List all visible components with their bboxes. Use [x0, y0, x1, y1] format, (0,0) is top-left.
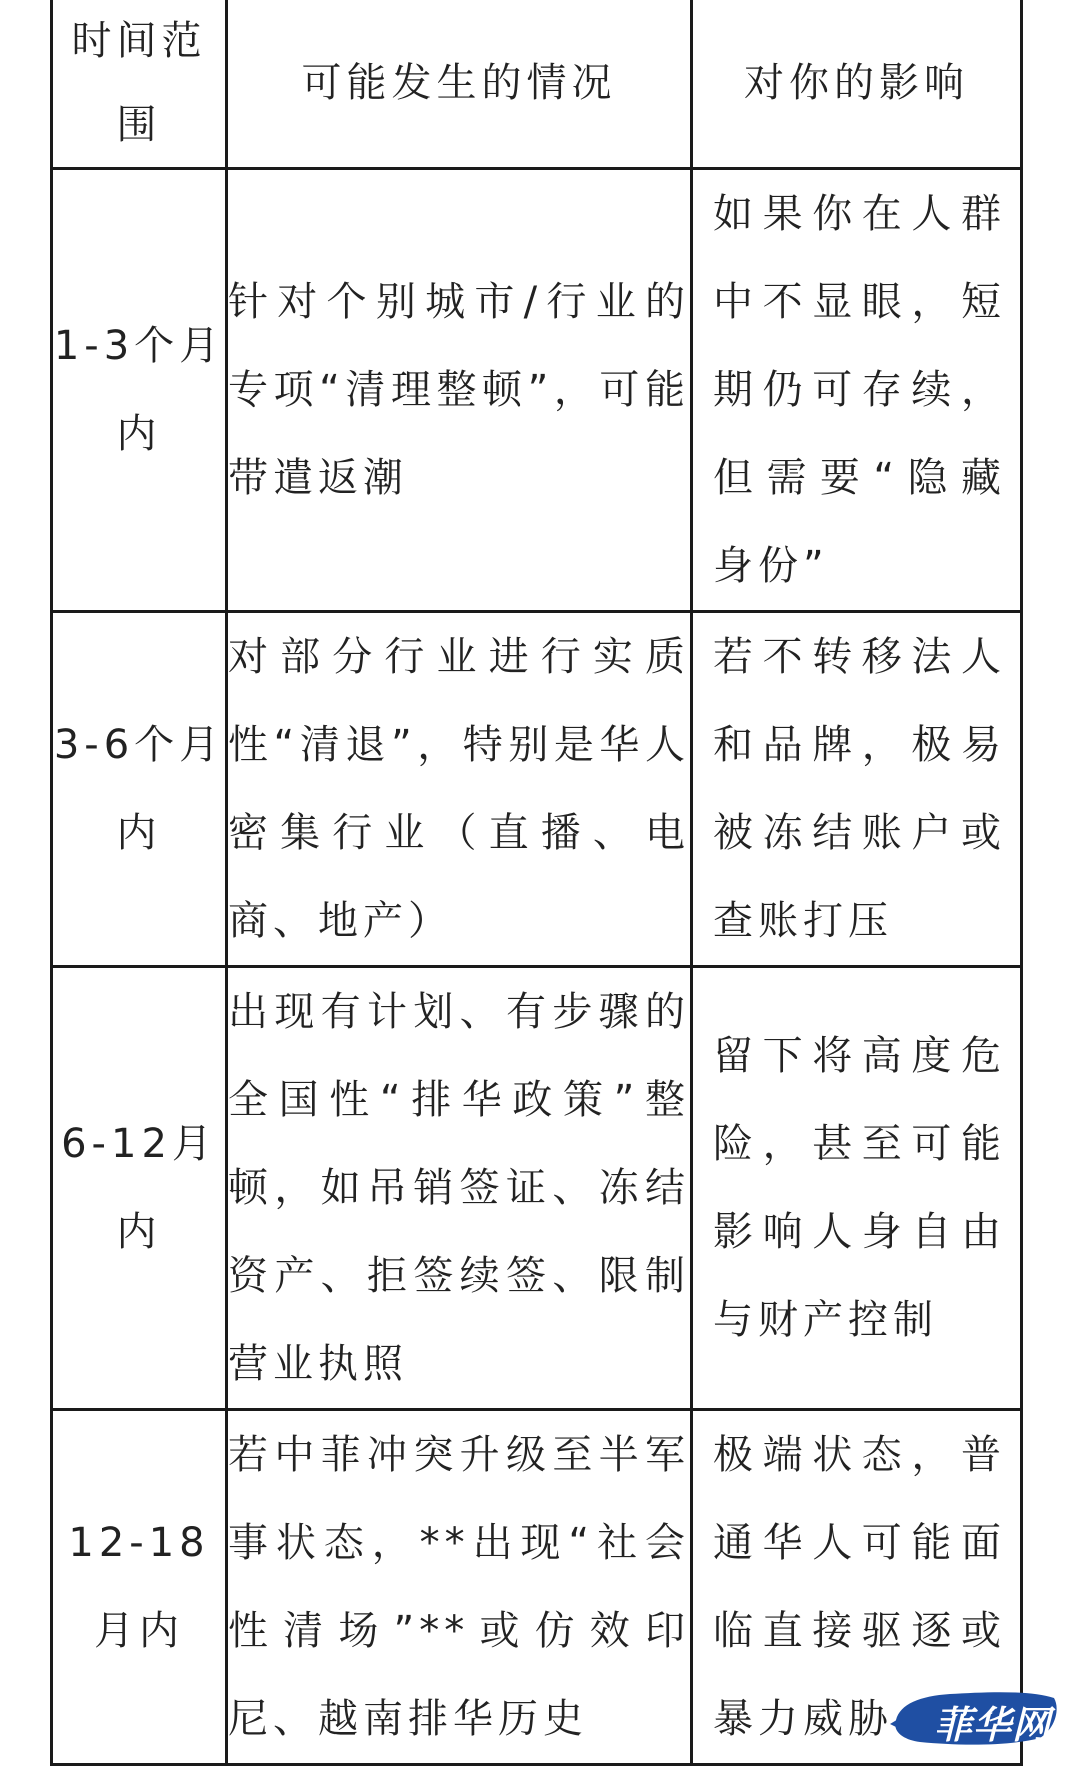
- header-impact: 对你的影响: [692, 0, 1022, 169]
- site-watermark-logo: [890, 1684, 1060, 1750]
- table-row: [52, 612, 1022, 967]
- row-situation: 若中菲冲突升级至半军事状态，**出现“社会性清场”**或仿效印尼、越南排华历史: [227, 1410, 692, 1765]
- header-time-range: 时间范围: [52, 0, 227, 169]
- row-impact: 如果你在人群中不显眼，短期仍可存续，但需要“隐藏身份”: [692, 169, 1022, 612]
- watermark-text: 菲华网: [934, 1702, 1052, 1747]
- row-impact: 留下将高度危险，甚至可能影响人身自由与财产控制: [692, 967, 1022, 1410]
- table-row: [52, 967, 1022, 1410]
- header-possible-situation: 可能发生的情况: [227, 0, 692, 169]
- row-situation: 出现有计划、有步骤的全国性“排华政策”整顿，如吊销签证、冻结资产、拒签续签、限制营业执照: [227, 967, 692, 1410]
- table-row: [52, 169, 1022, 612]
- row-time: 3-6个月内: [52, 612, 227, 967]
- row-situation: 对部分行业进行实质性“清退”，特别是华人密集行业（直播、电商、地产）: [227, 612, 692, 967]
- table-header-row: [52, 0, 1022, 169]
- table-row: [52, 1410, 1022, 1765]
- row-impact: 极端状态，普通华人可能面临直接驱逐或暴力威胁: [692, 1410, 1022, 1765]
- risk-timeline-table: [50, 0, 1023, 1766]
- row-impact: 若不转移法人和品牌，极易被冻结账户或查账打压: [692, 612, 1022, 967]
- row-time: 1-3个月内: [52, 169, 227, 612]
- row-time: 6-12月内: [52, 967, 227, 1410]
- row-situation: 针对个别城市/行业的专项“清理整顿”，可能带遣返潮: [227, 169, 692, 612]
- row-time: 12-18月内: [52, 1410, 227, 1765]
